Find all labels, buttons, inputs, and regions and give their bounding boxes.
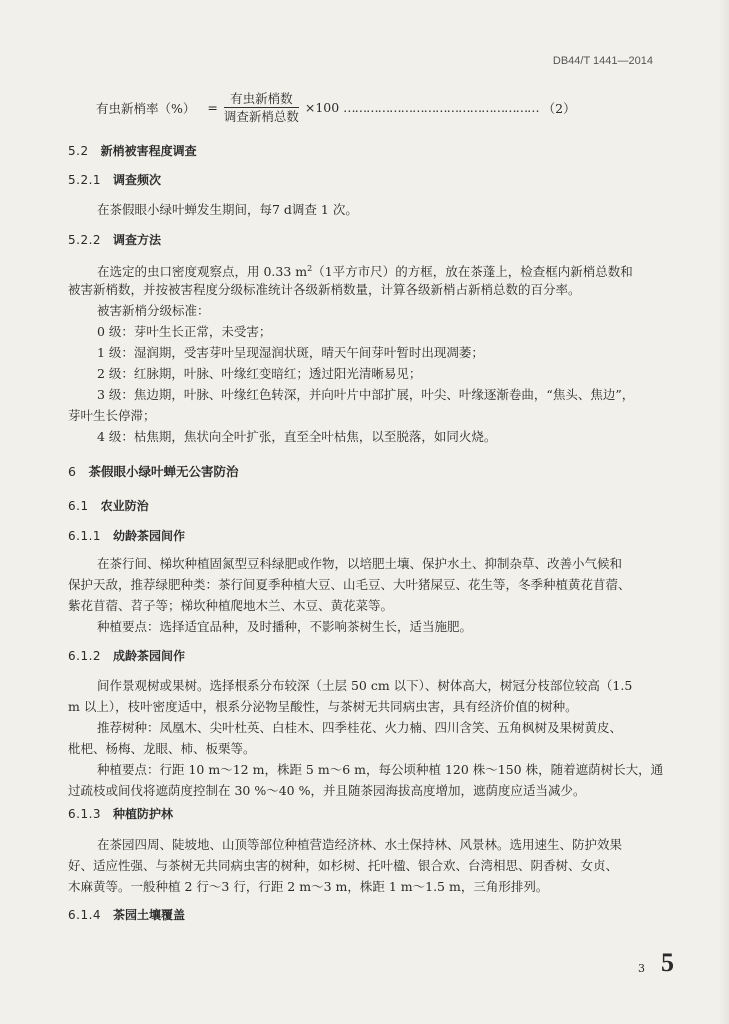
- paragraph-method-line2: 被害新梢数，并按被害程度分级标准统计各级新梢数量，计算各级新梢占新梢总数的百分率。: [68, 282, 581, 297]
- formula-numerator: 有虫新梢数: [224, 90, 299, 108]
- section-6-1-2-heading: [68, 647, 185, 664]
- forest-line1: 在茶园四周、陡坡地、山顶等部位种植营造经济林、水土保持林、风景林。选用速生、防护效果: [97, 837, 623, 852]
- formula-number: （2）: [542, 100, 576, 116]
- section-5-2-heading: [68, 142, 197, 159]
- method-text-b: （1平方市尺）的方框，放在茶蓬上，检查框内新梢总数和: [312, 264, 633, 280]
- grade-standard-title: 被害新梢分级标准：: [97, 303, 210, 318]
- mature-garden-line5: 种植要点：行距 10 m～12 m，株距 5 m～6 m，每公顷种植 120 株～150 株，随着遮荫树长大，通: [97, 762, 664, 777]
- formula: [96, 90, 576, 125]
- section-number: 6.1.2: [68, 649, 102, 663]
- section-title: 幼龄茶园间作: [113, 529, 186, 543]
- grade-2: 2 级：红脉期，叶脉、叶缘红变暗红；透过阳光清晰易见；: [97, 366, 422, 381]
- grade-0: 0 级：芽叶生长正常，未受害；: [97, 324, 272, 339]
- section-5-2-2-heading: [68, 231, 161, 248]
- formula-label: 有虫新梢率（%）: [96, 100, 196, 116]
- section-number: 5.2.2: [68, 233, 102, 247]
- section-number: 6.1.1: [68, 529, 102, 543]
- mature-garden-line1: 间作景观树或果树。选择根系分布较深（土层 50 cm 以下）、树体高大，树冠分枝部位较高（1.5: [97, 678, 633, 693]
- section-5-2-1-heading: [68, 171, 161, 188]
- section-number: 6.1.3: [68, 807, 102, 821]
- section-number: 6: [68, 464, 77, 479]
- section-title: 新梢被害程度调查: [100, 144, 197, 158]
- section-number: 6.1: [68, 499, 89, 513]
- young-garden-line1: 在茶行间、梯坎种植固氮型豆科绿肥或作物，以培肥土壤、保护水土、抑制杂草、改善小气候和: [97, 556, 623, 571]
- section-title: 调查方法: [113, 233, 162, 247]
- forest-line3: 木麻黄等。一般种植 2 行～3 行，行距 2 m～3 m，株距 1 m～1.5 m，三角形排列。: [68, 879, 549, 894]
- mature-garden-line6: 过疏枝或间伐将遮荫度控制在 30 %～40 %，并且随茶园海拔高度增加，遮荫度应适当减少。: [68, 783, 586, 798]
- mature-garden-line2: m 以上），枝叶密度适中，根系分泌物呈酸性，与茶树无共同病虫害，具有经济价值的树种。: [68, 699, 578, 714]
- young-garden-line3: 紫花苜蓿、苕子等；梯坎种植爬地木兰、木豆、黄花菜等。: [68, 598, 394, 613]
- formula-equals: =: [207, 100, 218, 115]
- mature-garden-line3: 推荐树种：凤凰木、尖叶杜英、白桂木、四季桂花、火力楠、四川含笑、五角枫树及果树黄皮、: [97, 720, 623, 735]
- young-garden-line2: 保护天敌，推荐绿肥种类：茶行间夏季种植大豆、山毛豆、大叶猪屎豆、花生等，冬季种植黄花苜蓿、: [68, 577, 631, 592]
- section-title: 茶假眼小绿叶蝉无公害防治: [88, 464, 239, 479]
- method-text-a: 在选定的虫口密度观察点，用 0.33 m: [97, 264, 308, 280]
- formula-dots: ……………………………………………: [343, 100, 539, 115]
- method-superscript: 2: [307, 264, 313, 273]
- page-number: 3: [638, 962, 645, 975]
- formula-fraction: [224, 90, 299, 125]
- section-number: 5.2: [68, 144, 89, 158]
- page-number-large: 5: [661, 948, 674, 977]
- scan-edge: [719, 0, 729, 1024]
- mature-garden-line4: 枇杷、杨梅、龙眼、柿、板栗等。: [68, 741, 256, 756]
- standard-code: DB44/T 1441—2014: [552, 55, 653, 67]
- grade-3-line1: 3 级：焦边期，叶脉、叶缘红色转深，并向叶片中部扩展，叶尖、叶缘逐渐卷曲，“焦头、焦边”，: [97, 387, 635, 402]
- paragraph-frequency: 在茶假眼小绿叶蝉发生期间，每7 d调查 1 次。: [97, 202, 358, 217]
- young-garden-line4: 种植要点：选择适宜品种，及时播种，不影响茶树生长，适当施肥。: [97, 619, 473, 634]
- section-number: 6.1.4: [68, 908, 102, 922]
- section-title: 种植防护林: [113, 807, 174, 821]
- section-6-1-4-heading: [68, 906, 185, 923]
- section-6-heading: [68, 462, 238, 480]
- section-number: 5.2.1: [68, 173, 102, 187]
- grade-1: 1 级：湿润期，受害芽叶呈现湿润状斑，晴天午间芽叶暂时出现凋萎；: [97, 345, 484, 360]
- forest-line2: 好、适应性强、与茶树无共同病虫害的树种，如杉树、托叶楹、银合欢、台湾相思、阴香树、女贞、: [68, 858, 619, 873]
- section-title: 农业防治: [100, 499, 149, 513]
- section-6-1-heading: [68, 497, 149, 514]
- formula-multiplier: ×100: [304, 100, 340, 115]
- section-title: 茶园土壤覆盖: [113, 908, 186, 922]
- formula-denominator: 调查新梢总数: [223, 109, 299, 124]
- section-title: 成龄茶园间作: [113, 649, 186, 663]
- grade-3-line2: 芽叶生长停滞；: [68, 408, 156, 423]
- grade-4: 4 级：枯焦期，焦状向全叶扩张，直至全叶枯焦，以至脱落，如同火烧。: [97, 429, 497, 444]
- section-6-1-1-heading: [68, 527, 185, 544]
- section-6-1-3-heading: [68, 805, 173, 822]
- section-title: 调查频次: [113, 173, 162, 187]
